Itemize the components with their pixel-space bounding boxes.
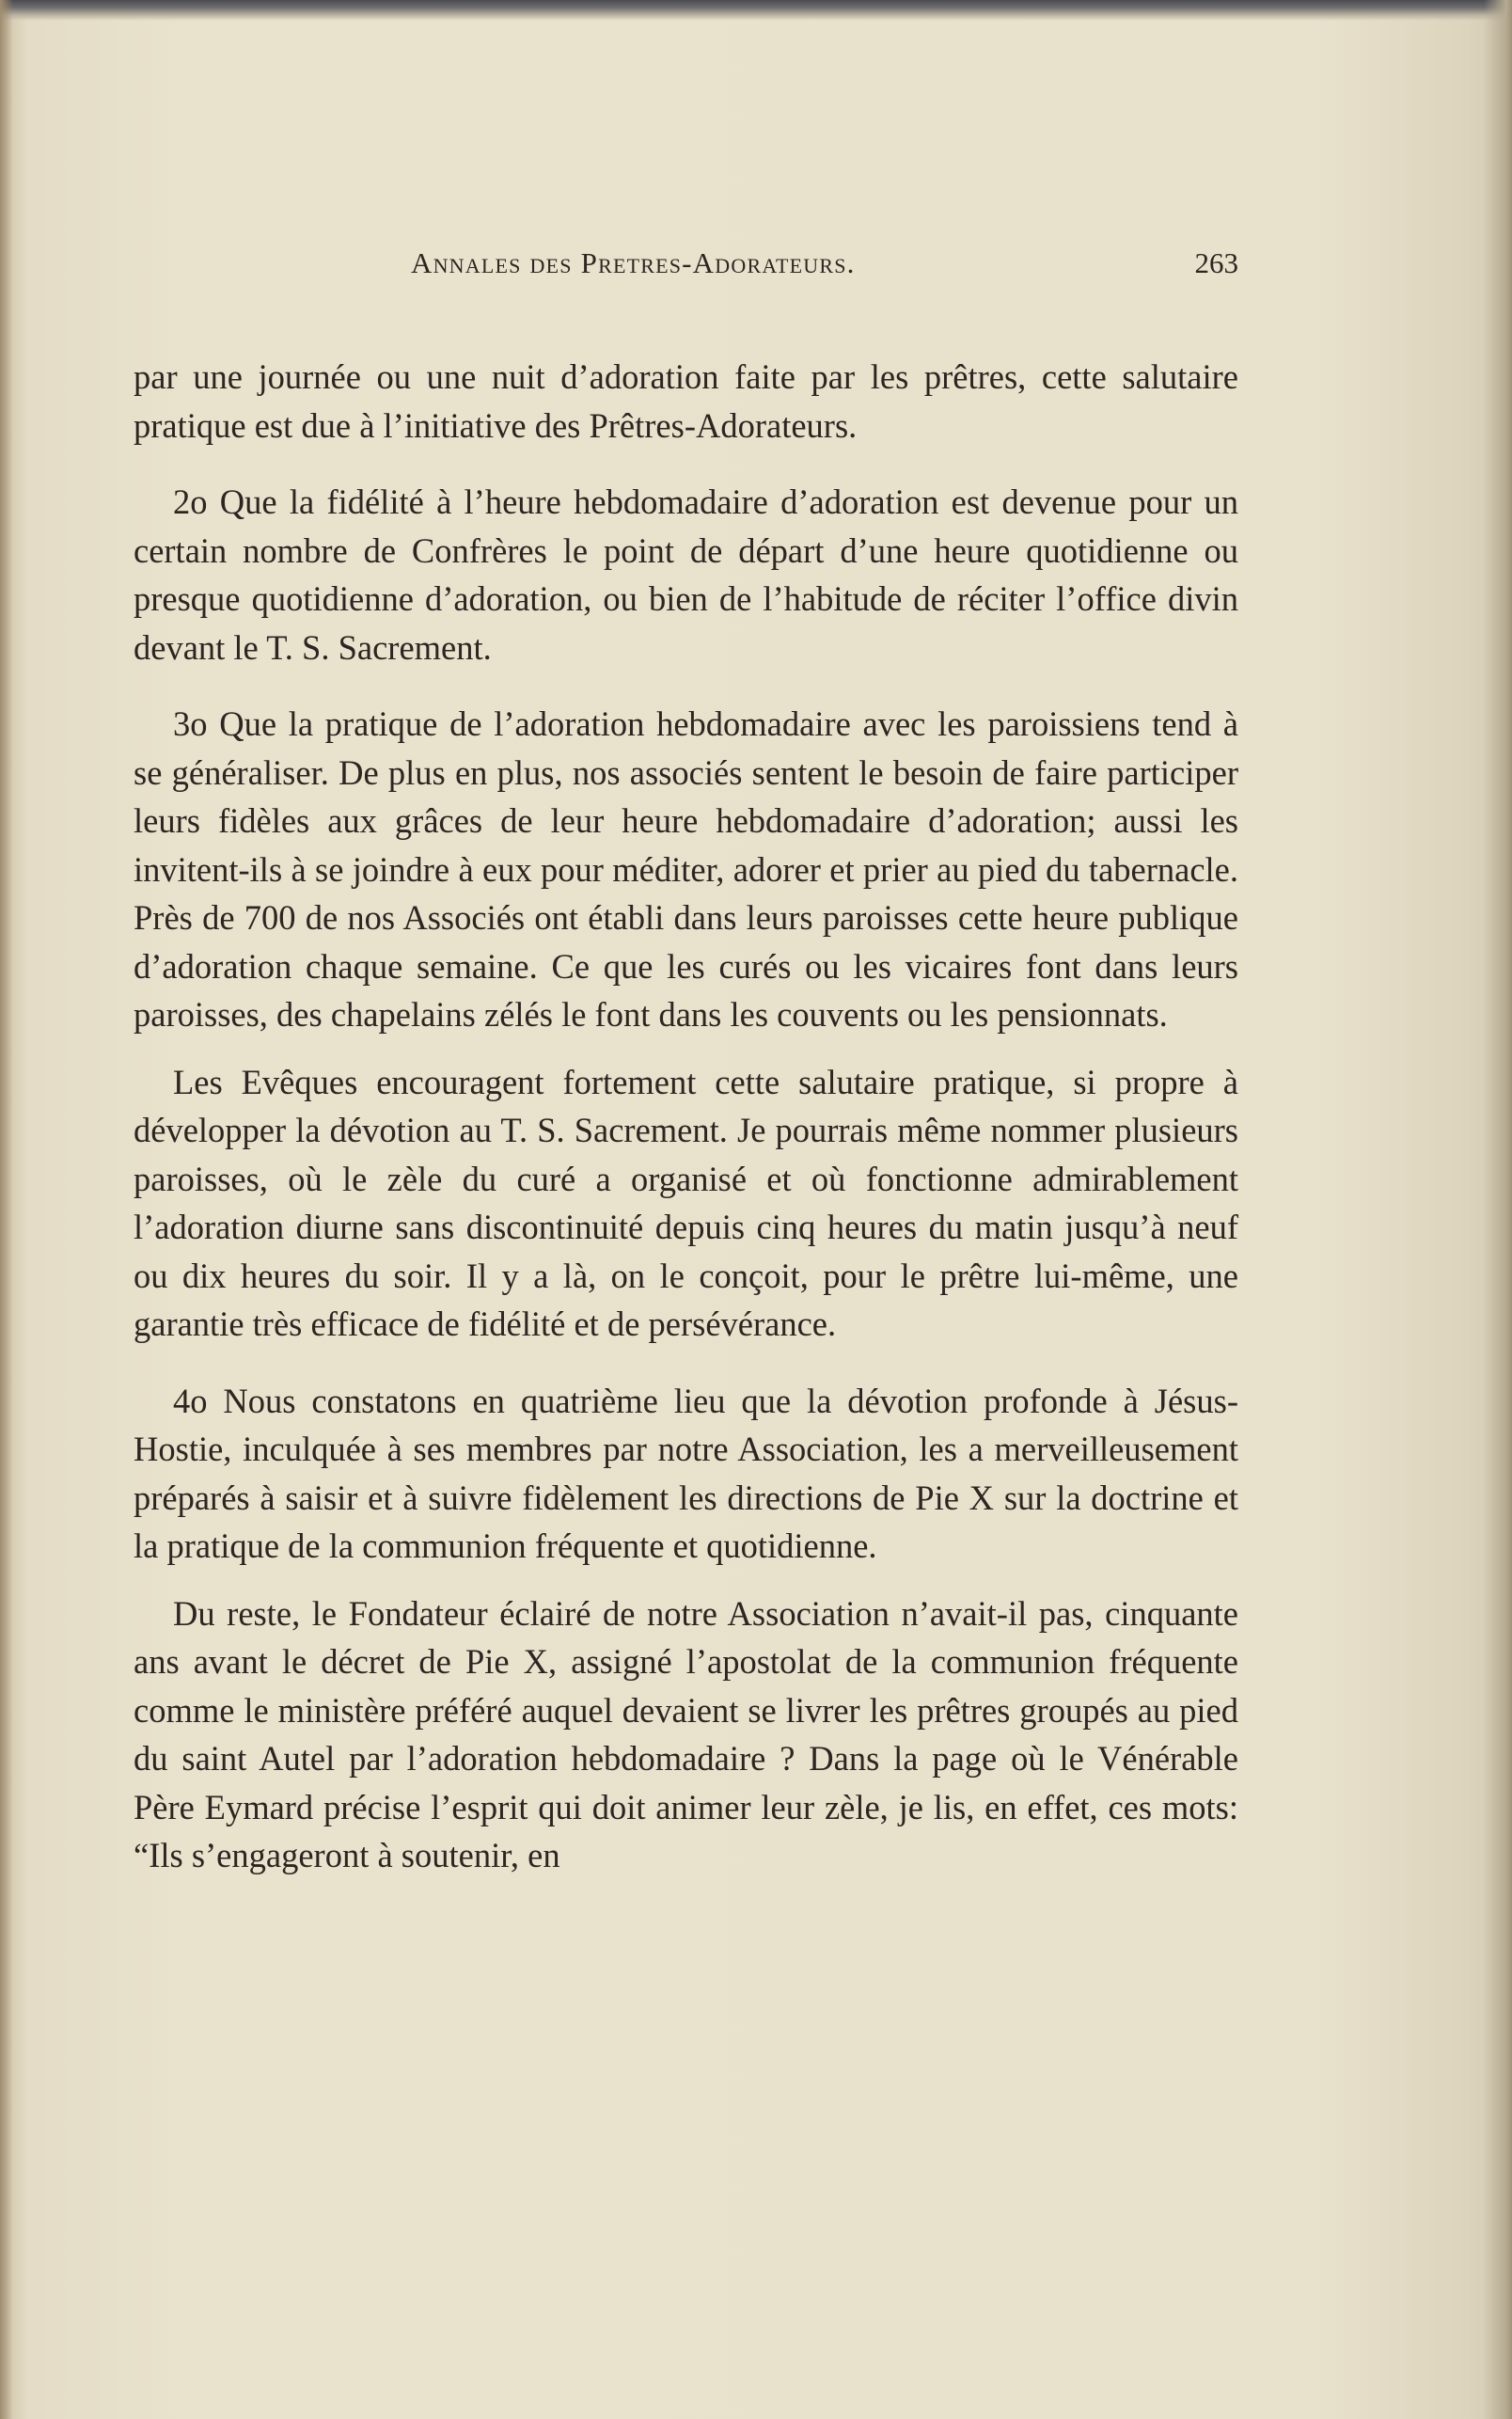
running-title: Annales des Pretres-Adorateurs.	[411, 246, 856, 279]
page-header	[134, 246, 1238, 293]
paragraph-bishops: Les Evêques encouragent fortement cette salutaire pratique, si propre à développer la dévotion au T. S. Sacrement. Je pourrais même nommer plusieurs paroisses, où le zèle du curé a organisé et où fonctionne admirablement l’adoration diurne sans discontinuité depuis cinq heures du matin jusqu’à neuf ou dix heures du soir. Il y a là, on le conçoit, pour le prêtre lui-même, une garantie très efficace de fidélité et de persévérance.	[134, 1062, 1238, 1343]
paragraph-point-3: 3o Que la pratique de l’adoration hebdomadaire avec les paroissiens tend à se généraliser. De plus en plus, nos associés sentent le besoin de faire participer leurs fidèles aux grâces de leur heure hebdomadaire d’adoration; aussi les invitent-ils à se joindre à eux pour méditer, adorer et prier au pied du tabernacle. Près de 700 de nos Associés ont établi dans leurs paroisses cette heure publique d’adoration chaque semaine. Ce que les curés ou les vicaires font dans leurs paroisses, des chapelains zélés le font dans les couvents ou les pensionnats.	[134, 704, 1238, 1034]
page-left-edge	[0, 0, 13, 2419]
page-right-edge	[1484, 0, 1512, 2419]
paragraph-point-2: 2o Que la fidélité à l’heure hebdomadaire d’adoration est devenue pour un certain nombre de Confrères le point de départ d’une heure quotidienne ou presque quotidienne d’adoration, ou bien de l’habitude de réciter l’office divin devant le T. S. Sacrement.	[134, 482, 1238, 667]
body-text	[134, 353, 1238, 1908]
paragraph-founder: Du reste, le Fondateur éclairé de notre Association n’avait-il pas, cinquante ans avant le décret de Pie X, assigné l’apostolat de la communion fréquente comme le ministère préféré auquel devaient se livrer les prêtres groupés au pied du saint Autel par l’adoration hebdomadaire ? Dans la page où le Vénérable Père Eymard précise l’esprit qui doit animer leur zèle, je lis, en effet, ces mots: “Ils s’engageront à soutenir, en	[134, 1593, 1238, 1874]
paragraph-continuation: par une journée ou une nuit d’adoration faite par les prêtres, cette salutaire pratique est due à l’initiative des Prêtres-Adorateurs.	[134, 357, 1238, 445]
page-number: 263	[1194, 246, 1238, 279]
paragraph-point-4: 4o Nous constatons en quatrième lieu que la dévotion profonde à Jésus-Hostie, inculquée à ses membres par notre Association, les a merveilleusement préparés à saisir et à suivre fidèlement les directions de Pie X sur la doctrine et la pratique de la communion fréquente et quotidienne.	[134, 1381, 1238, 1565]
page-top-shadow	[0, 0, 1512, 21]
